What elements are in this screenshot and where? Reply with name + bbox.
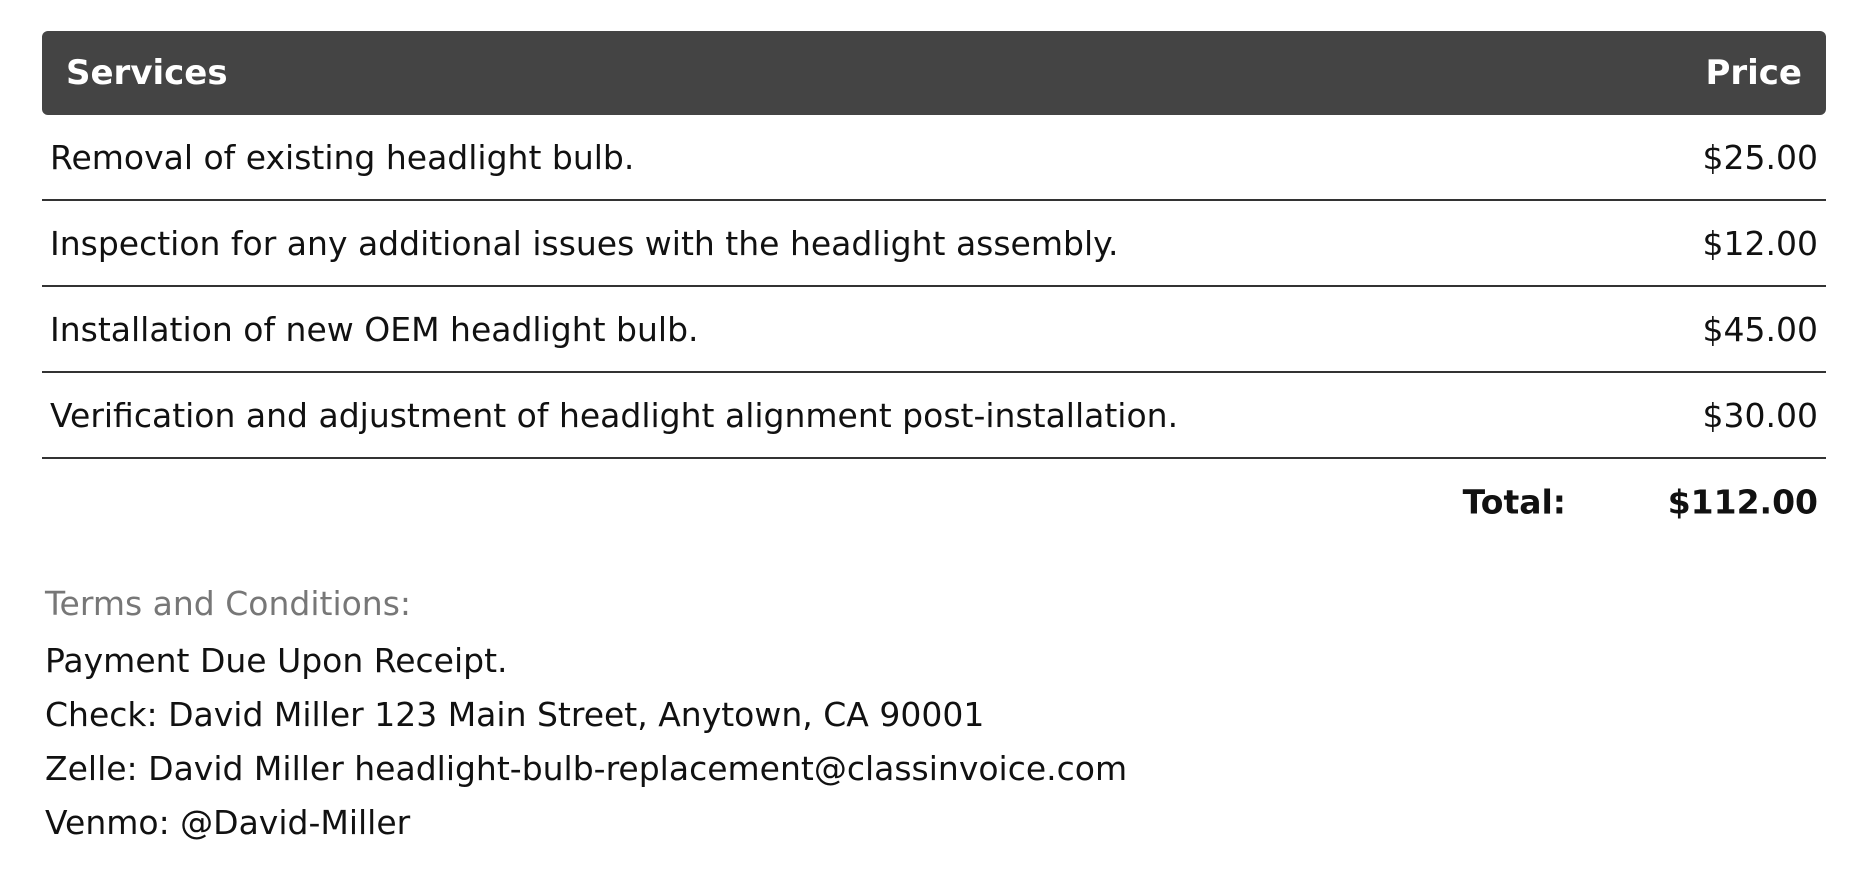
- table-row: [42, 115, 1826, 201]
- table-header: [42, 31, 1826, 115]
- table-row: [42, 287, 1826, 373]
- table-row: [42, 373, 1826, 459]
- service-description: Removal of existing headlight bulb.: [50, 137, 635, 177]
- zelle-payment-line: Zelle: David Miller headlight-bulb-replacement@classinvoice.com: [45, 749, 1128, 788]
- terms-heading: Terms and Conditions:: [45, 584, 412, 623]
- price-column-header: Price: [1705, 53, 1802, 93]
- total-value: $112.00: [1667, 482, 1818, 522]
- service-price: $30.00: [1702, 395, 1818, 435]
- payment-due-line: Payment Due Upon Receipt.: [45, 641, 508, 680]
- venmo-payment-line: Venmo: @David-Miller: [45, 803, 411, 842]
- total-row: [42, 459, 1826, 545]
- services-column-header: Services: [66, 53, 228, 93]
- total-label: Total:: [1462, 482, 1566, 522]
- service-description: Installation of new OEM headlight bulb.: [50, 309, 699, 349]
- invoice-services-table: [42, 31, 1826, 545]
- service-price: $45.00: [1702, 309, 1818, 349]
- check-payment-line: Check: David Miller 123 Main Street, Anytown, CA 90001: [45, 695, 985, 734]
- service-price: $12.00: [1702, 223, 1818, 263]
- service-description: Inspection for any additional issues with the headlight assembly.: [50, 223, 1119, 263]
- terms-section: [45, 580, 1127, 850]
- table-row: [42, 201, 1826, 287]
- service-description: Verification and adjustment of headlight alignment post-installation.: [50, 395, 1179, 435]
- service-price: $25.00: [1702, 137, 1818, 177]
